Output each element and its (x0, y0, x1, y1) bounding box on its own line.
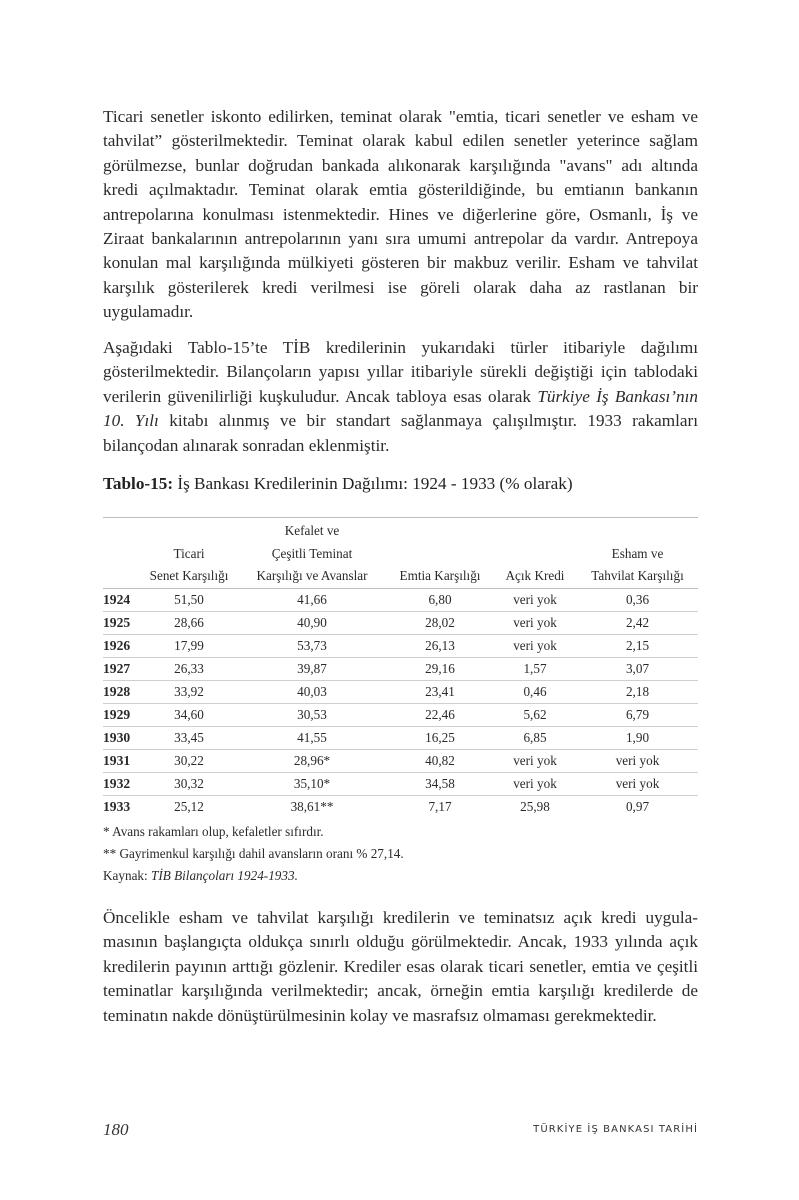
table-header-row (103, 518, 698, 589)
table-cell: 2,42 (577, 611, 698, 634)
table-row (103, 634, 698, 657)
table-title-text: İş Bankası Kredilerinin Dağılımı: 1924 - 1933 (% olarak) (173, 474, 573, 493)
table-cell: 41,66 (237, 588, 387, 611)
footnote-double-asterisk: ** Gayrimenkul karşılığı dahil avansların oranı % 27,14. (103, 846, 404, 862)
paragraph-text: kitabı alınmış ve bir standart sağlanmaya çalışılmıştır. 1933 rakamları bilançodan alınarak sonradan eklenmiştir. (103, 411, 699, 455)
table-cell: 3,07 (577, 657, 698, 680)
table-cell: veri yok (493, 750, 577, 773)
book-title-reference: Türkiye İş Bankası’nın 10. Yılı (103, 386, 698, 431)
table-cell: 28,96* (237, 750, 387, 773)
header-commercial-bills: Ticari Senet Karşılığı (141, 518, 237, 589)
header-open-credit: Açık Kredi (493, 518, 577, 589)
table-cell: 33,45 (141, 727, 237, 750)
table-row (103, 703, 698, 726)
table-cell: veri yok (493, 588, 577, 611)
row-year: 1927 (103, 657, 141, 680)
table-cell: 29,16 (387, 657, 493, 680)
table-cell: 16,25 (387, 727, 493, 750)
table-cell: 1,90 (577, 727, 698, 750)
table-cell: veri yok (577, 750, 698, 773)
table-cell: 41,55 (237, 727, 387, 750)
table-caption (103, 474, 573, 494)
table-cell: 30,32 (141, 773, 237, 796)
table-cell: 40,82 (387, 750, 493, 773)
table-cell: 30,53 (237, 703, 387, 726)
header-securities: Esham ve Tahvilat Karşılığı (577, 518, 698, 589)
table-cell: 2,15 (577, 634, 698, 657)
table-cell: 28,02 (387, 611, 493, 634)
table-label: Tablo-15: (103, 474, 174, 493)
table-row (103, 727, 698, 750)
footnote-single-asterisk: * Avans rakamları olup, kefaletler sıfırdır. (103, 824, 324, 839)
table-cell: 26,13 (387, 634, 493, 657)
header-commodity: Emtia Karşılığı (387, 518, 493, 589)
table-cell: 23,41 (387, 680, 493, 703)
table-cell: 33,92 (141, 680, 237, 703)
table-cell: veri yok (493, 634, 577, 657)
header-year (103, 518, 141, 589)
table-cell: 38,61** (290, 799, 334, 815)
table-cell: 34,58 (387, 773, 493, 796)
row-year: 1931 (103, 750, 141, 773)
paragraph-table-intro (103, 336, 698, 458)
table-cell: veri yok (493, 773, 577, 796)
table-cell: 53,73 (237, 634, 387, 657)
table-cell: 35,10* (237, 773, 387, 796)
table-cell: 0,46 (493, 680, 577, 703)
paragraph-conclusion: Öncelikle esham ve tahvilat karşılığı kredilerin ve teminatsız açık kredi uygulamasının başlangıçta oldukça sınırlı olduğu görülmektedir. Ancak, 1933 yılında açık kredilerin payının arttığı gözlenir. Krediler esas olarak ticari senetler, emtia ve çeşitli teminatlar karşılığında verilmektedir; ancak, örneğin emtia karşılığı kredilerde de teminatın nakde dönüştürülmesinin kolay ve masrafsız olmaması gerekmektedir. (103, 908, 698, 1025)
table-cell: 6,80 (387, 588, 493, 611)
row-year: 1925 (103, 611, 141, 634)
running-title: TÜRKİYE İŞ BANKASI TARİHİ (533, 1124, 698, 1135)
table-cell: 2,18 (577, 680, 698, 703)
table-row (103, 588, 698, 611)
table-cell: 39,87 (237, 657, 387, 680)
table-source: Kaynak: TİB Bilançoları 1924-1933. (103, 868, 298, 884)
table-cell: 34,60 (141, 703, 237, 726)
table-row (103, 773, 698, 796)
table-cell: 17,99 (141, 634, 237, 657)
credit-distribution-table (103, 517, 698, 818)
row-year: 1933 (103, 799, 131, 815)
table-cell: 30,22 (141, 750, 237, 773)
row-year: 1928 (103, 680, 141, 703)
row-year: 1926 (103, 634, 141, 657)
table-row (103, 796, 698, 819)
table-cell: veri yok (493, 611, 577, 634)
paragraph-text: Aşağıdaki Tablo-15’te TİB kredilerinin yukarıdaki türler itibariyle dağılımı gösterilmektedir. Bilançoların yapısı yıllar itibariyle sürekli değiştiği için tablodaki verilerin güvenilirliği kuşkuludur. Ancak tabloya esas olarak (103, 338, 698, 406)
paragraph-collateral: Ticari senetler iskonto edilirken, teminat olarak "emtia, ticari senetler ve esham ve tahvilat” gösterilmektedir. Teminat olarak kabul edilen senetler yeterince sağlam görülmezse, bunlar doğrudan bankada alıkonarak karşılığında "avans" adı altında kredi açılmaktadır. Teminat olarak emtia gösterildiğinde, bu emtianın bankanın antrepolarına konulması istenmektedir. Hines ve diğerlerine göre, Osmanlı, İş ve Ziraat bankalarının antrepolarının yanı sıra umumi antrepolar da vardır. Antrepoya konulan mal karşılığında mülkiyeti gösteren bir makbuz verilir. Esham ve tahvilat karşılık gösterilerek kredi verilmesi ise göreli olarak daha az rastlanan bir uygulamadır. (103, 107, 698, 322)
table-cell: 6,79 (577, 703, 698, 726)
table-cell: 40,90 (237, 611, 387, 634)
table-cell: veri yok (577, 773, 698, 796)
source-title: TİB Bilançoları 1924-1933. (150, 868, 298, 884)
table-cell: 22,46 (387, 703, 493, 726)
table-row (103, 657, 698, 680)
table-cell: 25,98 (520, 799, 550, 815)
table-cell: 6,85 (493, 727, 577, 750)
table-cell: 7,17 (428, 799, 452, 815)
row-year: 1929 (103, 703, 141, 726)
table-row (103, 750, 698, 773)
table-cell: 0,36 (577, 588, 698, 611)
row-year: 1924 (103, 588, 141, 611)
row-year: 1932 (103, 773, 141, 796)
table-cell: 5,62 (493, 703, 577, 726)
table-cell: 1,57 (493, 657, 577, 680)
table-cell: 51,50 (141, 588, 237, 611)
table-cell: 25,12 (174, 799, 204, 815)
table-footnotes (103, 821, 404, 888)
page-number: 180 (103, 1120, 129, 1139)
table-cell: 0,97 (625, 799, 650, 815)
table-cell: 28,66 (141, 611, 237, 634)
table-body (103, 588, 698, 818)
row-year: 1930 (103, 727, 141, 750)
table-cell: 26,33 (141, 657, 237, 680)
table-row (103, 680, 698, 703)
header-guarantee-advances: Kefalet ve Çeşitli Teminat Karşılığı ve Avanslar (237, 518, 387, 589)
table-cell: 40,03 (237, 680, 387, 703)
table-row (103, 611, 698, 634)
